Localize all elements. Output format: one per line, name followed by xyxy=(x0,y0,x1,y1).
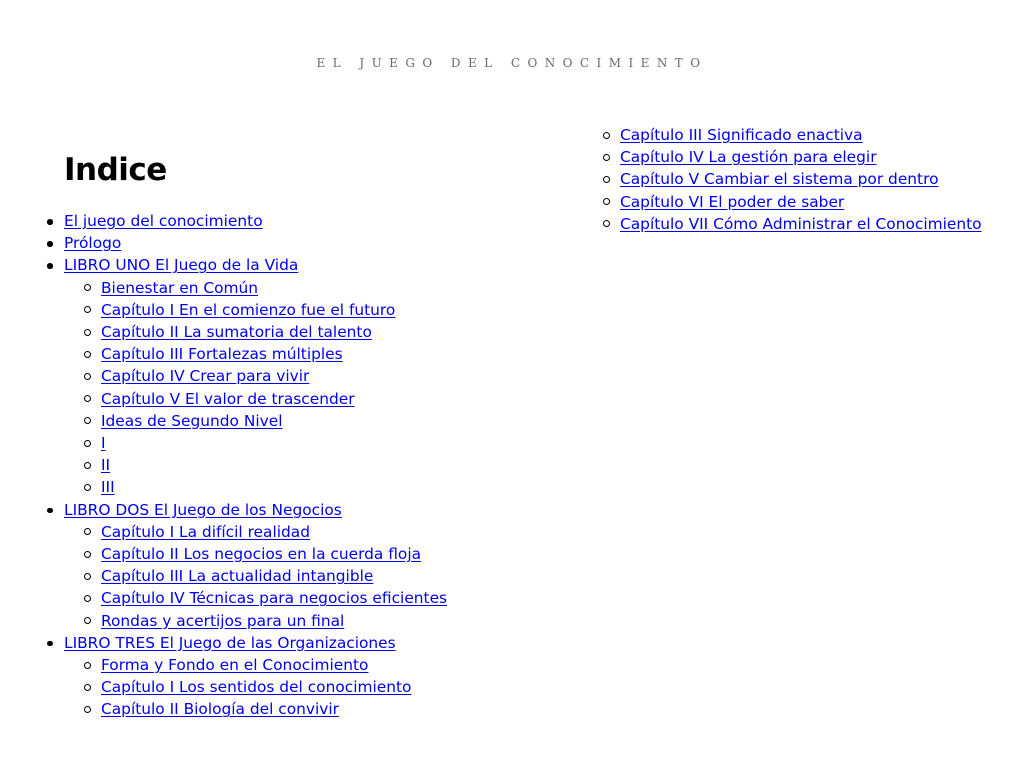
toc-link[interactable]: Ideas de Segundo Nivel xyxy=(101,411,283,430)
toc-link[interactable]: Capítulo II Biología del convivir xyxy=(101,700,340,719)
toc-link-prologo[interactable]: Prólogo xyxy=(64,234,122,253)
toc-subitem xyxy=(101,432,534,454)
toc-subitem xyxy=(101,388,534,410)
toc-subitem xyxy=(620,124,1012,146)
toc-link[interactable]: Forma y Fondo en el Conocimiento xyxy=(101,656,369,675)
toc-subitem xyxy=(101,698,534,720)
toc-link[interactable]: Capítulo IV Técnicas para negocios eficientes xyxy=(101,589,448,608)
toc-link[interactable]: Capítulo III Fortalezas múltiples xyxy=(101,345,343,364)
toc-subitem xyxy=(101,587,534,609)
toc-subitem xyxy=(101,543,534,565)
toc-subitem xyxy=(101,565,534,587)
toc-subitem xyxy=(620,168,1012,190)
toc-link[interactable]: Capítulo III Significado enactiva xyxy=(620,126,863,144)
toc-subitem xyxy=(101,454,534,476)
toc-link[interactable]: Capítulo IV Crear para vivir xyxy=(101,367,310,386)
toc-link[interactable]: Capítulo VI El poder de saber xyxy=(620,192,845,211)
toc-link[interactable]: Capítulo V El valor de trascender xyxy=(101,389,355,408)
toc-subitem xyxy=(101,365,534,387)
toc-link[interactable]: Bienestar en Común xyxy=(101,278,259,297)
toc-right-column xyxy=(582,124,1012,235)
toc-subitem xyxy=(101,343,534,365)
toc-left-column xyxy=(64,148,534,721)
toc-sublist-libro-tres-continued xyxy=(582,124,1012,235)
toc-link[interactable]: Capítulo II La sumatoria del talento xyxy=(101,323,372,342)
toc-link[interactable]: Rondas y acertijos para un final xyxy=(101,611,345,630)
toc-subitem xyxy=(101,654,534,676)
toc-subitem xyxy=(101,277,534,299)
toc-link-libro-tres[interactable]: LIBRO TRES El Juego de las Organizaciones xyxy=(64,633,396,652)
toc-item xyxy=(64,499,534,632)
toc-link-libro-uno[interactable]: LIBRO UNO El Juego de la Vida xyxy=(64,256,299,275)
running-header: EL JUEGO DEL CONOCIMIENTO xyxy=(316,56,708,70)
toc-link[interactable]: II xyxy=(101,456,111,475)
toc-subitem xyxy=(620,146,1012,168)
toc-link[interactable]: Capítulo III La actualidad intangible xyxy=(101,567,374,586)
toc-link[interactable]: Capítulo VII Cómo Administrar el Conocimiento xyxy=(620,214,982,233)
toc-subitem xyxy=(101,676,534,698)
toc-link-el-juego-del-conocimiento[interactable]: El juego del conocimiento xyxy=(64,212,263,230)
toc-item xyxy=(64,632,534,721)
toc-link-libro-dos[interactable]: LIBRO DOS El Juego de los Negocios xyxy=(64,500,342,519)
toc-sublist-libro-tres xyxy=(64,654,534,721)
toc-link[interactable]: Capítulo I Los sentidos del conocimiento xyxy=(101,678,412,697)
toc-link[interactable]: Capítulo V Cambiar el sistema por dentro xyxy=(620,170,939,189)
toc-subitem xyxy=(101,521,534,543)
toc-link[interactable]: III xyxy=(101,478,115,497)
toc-link[interactable]: I xyxy=(101,434,106,453)
toc-item xyxy=(64,254,534,498)
toc-sublist-libro-dos xyxy=(64,521,534,632)
toc-item xyxy=(64,232,534,254)
toc-item xyxy=(64,210,534,232)
toc-link[interactable]: Capítulo I En el comienzo fue el futuro xyxy=(101,300,396,319)
toc-link[interactable]: Capítulo IV La gestión para elegir xyxy=(620,148,877,167)
toc-subitem xyxy=(101,321,534,343)
toc-subitem xyxy=(620,213,1012,235)
toc-subitem xyxy=(101,410,534,432)
toc-title: Indice xyxy=(64,152,167,188)
toc-link[interactable]: Capítulo I La difícil realidad xyxy=(101,522,310,541)
toc-link[interactable]: Capítulo II Los negocios en la cuerda floja xyxy=(101,545,422,564)
toc-subitem xyxy=(101,610,534,632)
toc-subitem xyxy=(101,476,534,498)
toc-sublist-libro-uno xyxy=(64,277,534,499)
toc-subitem xyxy=(620,191,1012,213)
toc-list xyxy=(64,210,534,721)
toc-subitem xyxy=(101,299,534,321)
